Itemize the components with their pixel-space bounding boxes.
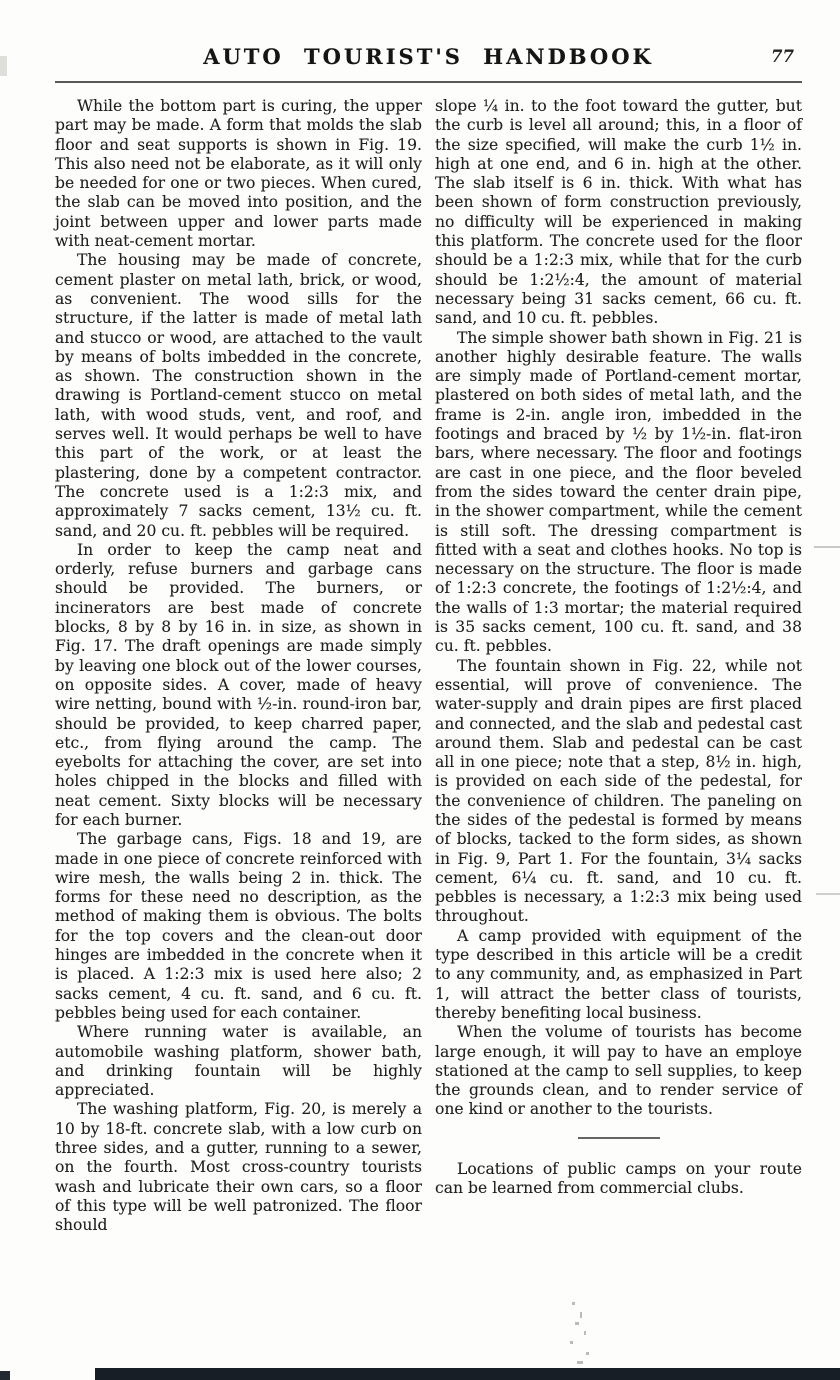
header-rule [55,81,802,83]
scan-artifact-right-line [814,546,840,548]
paragraph: Where running water is available, an automobile washing platform, shower bath, and drinking fountain will be highly appreciated. [55,1023,422,1100]
scan-speck [584,1331,586,1335]
paragraph: The washing platform, Fig. 20, is merely a 10 by 18-ft. concrete slab, with a low curb on three sides, and a gutter, running to a sewer, on the fourth. Most cross-country tourists wash and lubricate their own cars, so a floor of this type will be well patronized. The floor should [55,1100,422,1235]
paragraph: The simple shower bath shown in Fig. 21 is another highly desirable feature. The walls are simply made of Portland-cement mortar, plastered on both sides of metal lath, and the frame is 2-in. angle iron, imbedded in the footings and braced by ½ by 1½-in. flat-iron bars, where necessary. The floor and footings are cast in one piece, and the floor beveled from the sides toward the center drain pipe, in the shower compartment, while the cement is still soft. The dressing compartment is fitted with a seat and clothes hooks. No top is necessary on the structure. The floor is made of 1:2:3 concrete, the footings of 1:2½:4, and the walls of 1:3 mortar; the material required is 35 sacks cement, 100 cu. ft. sand, and 38 cu. ft. pebbles. [435,328,802,656]
page-title: AUTO TOURIST'S HANDBOOK [203,44,654,69]
paragraph: The fountain shown in Fig. 22, while not essential, will prove of convenience. The water-supply and drain pipes are first placed and connected, and the slab and pedestal cast around them. Slab and pedestal can be cast all in one piece; note that a step, 8½ in. high, is provided on each side of the pedestal, for the convenience of children. The paneling on the sides of the pedestal is formed by means of blocks, tacked to the form sides, as shown in Fig. 9, Part 1. For the fountain, 3¼ sacks cement, 6¼ cu. ft. sand, and 10 cu. ft. pebbles is necessary, a 1:2:3 mix being used throughout. [435,656,802,926]
scan-speck [572,1302,575,1305]
right-column [435,97,802,1236]
paragraph: In order to keep the camp neat and orderly, refuse burners and garbage cans should be provided. The burners, or incinerators are best made of concrete blocks, 8 by 8 by 16 in. in size, as shown in Fig. 17. The draft openings are made simply by leaving one block out of the lower courses, on opposite sides. A cover, made of heavy wire netting, bound with ½-in. round-iron bar, should be provided, to keep charred paper, etc., from flying around the camp. The eyebolts for attaching the cover, are set into holes chipped in the blocks and filled with neat cement. Sixty blocks will be necessary for each burner. [55,540,422,829]
scan-speck [577,1361,583,1364]
running-head [55,44,802,74]
scan-artifact-left-edge [0,56,7,76]
scan-speck [586,1352,589,1355]
left-column [55,97,422,1236]
page-number: 77 [771,47,794,66]
two-column-body [55,97,802,1236]
scan-speck [580,1312,582,1318]
scan-speck [570,1341,573,1344]
paragraph: While the bottom part is curing, the upper part may be made. A form that molds the slab floor and seat supports is shown in Fig. 19. This also need not be elaborate, as it will only be needed for one or two pieces. When cured, the slab can be moved into position, and the joint between upper and lower parts made with neat-cement mortar. [55,97,422,251]
paragraph: When the volume of tourists has become large enough, it will pay to have an employe stationed at the camp to sell supplies, to keep the grounds clean, and to render service of one kind or another to the tourists. [435,1023,802,1119]
paragraph: The garbage cans, Figs. 18 and 19, are made in one piece of concrete reinforced with wire mesh, the walls being 2 in. thick. The forms for these need no description, as the method of making them is obvious. The bolts for the top covers and the clean-out door hinges are imbedded in the concrete when it is placed. A 1:2:3 mix is used here also; 2 sacks cement, 4 cu. ft. sand, and 6 cu. ft. pebbles being used for each container. [55,830,422,1022]
section-divider [578,1137,660,1139]
paragraph: The housing may be made of concrete, cement plaster on metal lath, brick, or wood, as convenient. The wood sills for the structure, if the latter is made of metal lath and stucco or wood, are attached to the vault by means of bolts imbedded in the concrete, as shown. The construction shown in the drawing is Portland-cement stucco on metal lath, with wood studs, vent, and roof, and serves well. It would perhaps be well to have this part of the work, or at least the plastering, done by a competent contractor. The concrete used is a 1:2:3 mix, and approximately 7 sacks cement, 13½ cu. ft. sand, and 20 cu. ft. pebbles will be required. [55,251,422,540]
scan-speck [575,1322,579,1325]
bottom-scan-bar [95,1368,840,1380]
text-block [55,44,802,1236]
paragraph: slope ¼ in. to the foot toward the gutter, but the curb is level all around; this, in a floor of the size specified, will make the curb 1½ in. high at one end, and 6 in. high at the other. The slab itself is 6 in. thick. With what has been shown of form construction previously, no difficulty will be experienced in making this platform. The concrete used for the floor should be a 1:2:3 mix, while that for the curb should be 1:2½:4, the amount of material necessary being 31 sacks cement, 66 cu. ft. sand, and 10 cu. ft. pebbles. [435,97,802,328]
bottom-scan-nub [0,1371,10,1380]
paragraph: A camp provided with equipment of the type described in this article will be a credit to any community, and, as emphasized in Part 1, will attract the better class of tourists, thereby benefiting local business. [435,926,802,1022]
scan-artifact-right-line [816,893,840,895]
paragraph: Locations of public camps on your route can be learned from commercial clubs. [435,1159,802,1198]
